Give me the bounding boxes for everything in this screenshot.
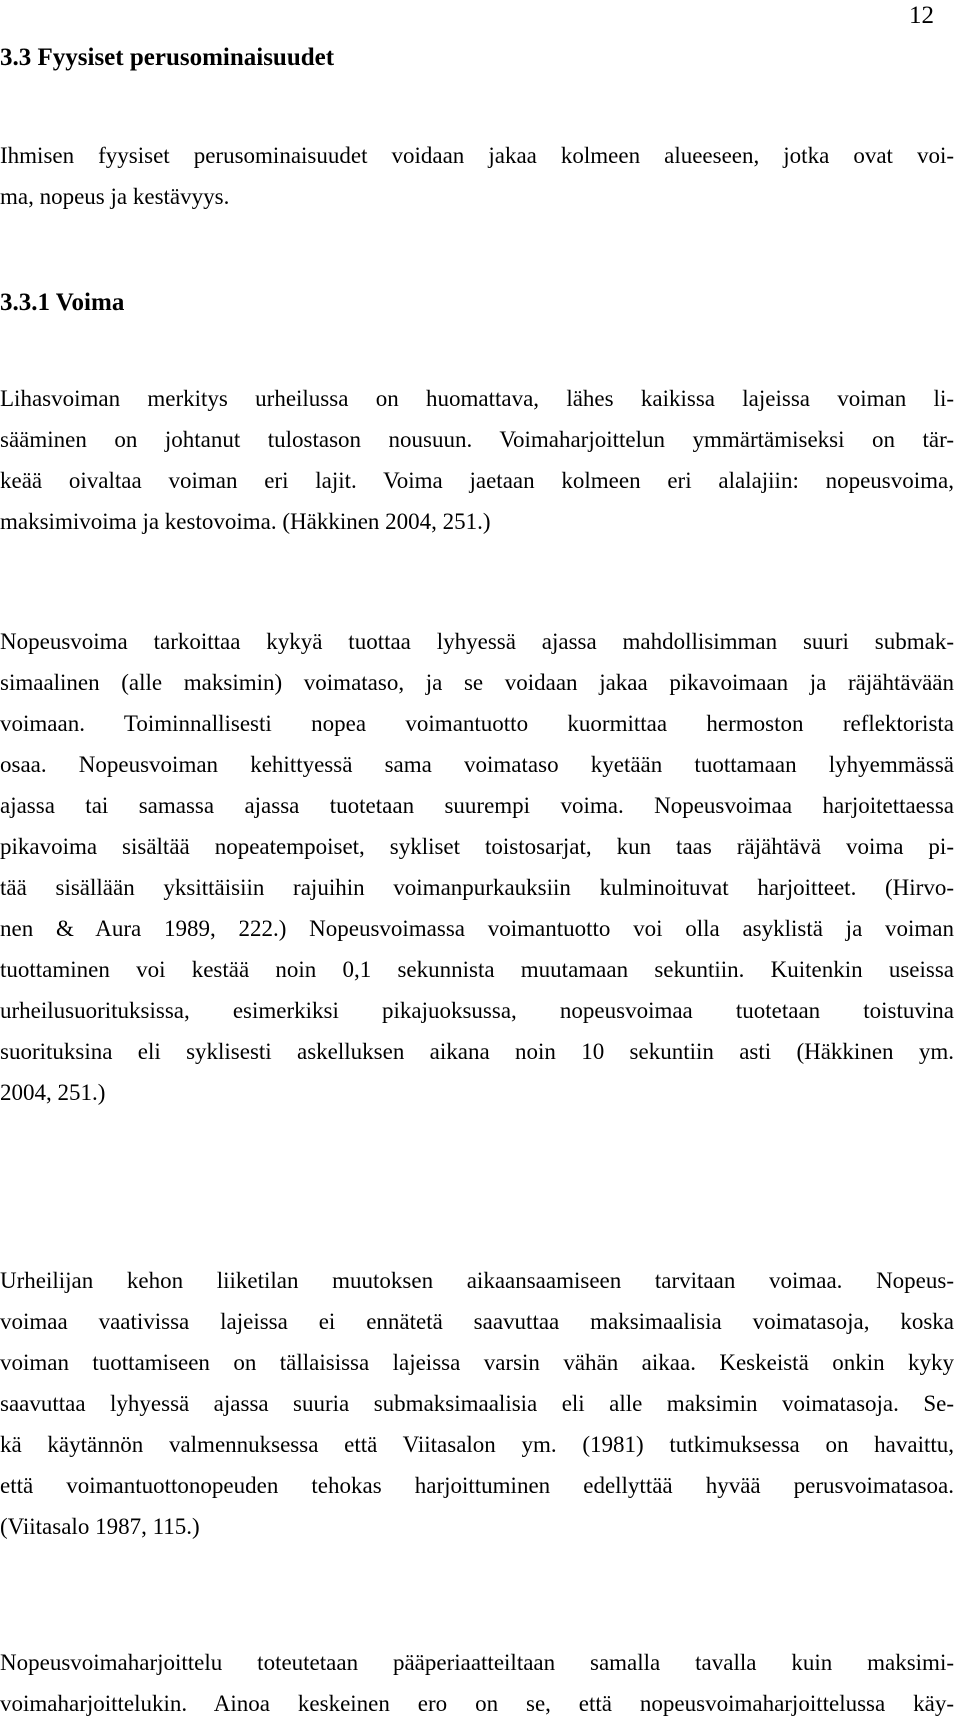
text-line: ma, nopeus ja kestävyys.	[0, 184, 230, 209]
text-line: Nopeusvoimaharjoittelu toteutetaan pääperiaatteiltaan samalla tavalla kuin maksimi-	[0, 1650, 954, 1675]
text-line: urheilusuorituksissa, esimerkiksi pikajuoksussa, nopeusvoimaa tuotetaan toistuvina	[0, 998, 954, 1023]
paragraph-nopeusvoima	[0, 621, 954, 1113]
paragraph-lihasvoima	[0, 378, 954, 542]
text-line: osaa. Nopeusvoiman kehittyessä sama voimataso kyetään tuottamaan lyhyemmässä	[0, 752, 954, 777]
text-line: Nopeusvoima tarkoittaa kykyä tuottaa lyhyessä ajassa mahdollisimman suuri submak-	[0, 629, 954, 654]
text-line: voimaharjoittelukin. Ainoa keskeinen ero on se, että nopeusvoimaharjoittelussa käy-	[0, 1691, 954, 1716]
paragraph-harjoittelu	[0, 1642, 954, 1724]
text-line: tää sisällään yksittäisiin rajuihin voimanpurkauksiin kulminoituvat harjoitteet. (Hirvo-	[0, 875, 954, 900]
text-line: suorituksina eli syklisesti askelluksen aikana noin 10 sekuntiin asti (Häkkinen ym.	[0, 1039, 954, 1064]
intro-paragraph	[0, 135, 954, 217]
text-line: simaalinen (alle maksimin) voimataso, ja se voidaan jakaa pikavoimaan ja räjähtävään	[0, 670, 954, 695]
subsection-heading: 3.3.1 Voima	[0, 289, 125, 316]
text-line: sääminen on johtanut tulostason nousuun. Voimaharjoittelun ymmärtämiseksi on tär-	[0, 427, 954, 452]
text-line: että voimantuottonopeuden tehokas harjoittuminen edellyttää hyvää perusvoimatasoa.	[0, 1473, 954, 1498]
text-line: saavuttaa lyhyessä ajassa suuria submaksimaalisia eli alle maksimin voimatasoja. Se-	[0, 1391, 954, 1416]
section-heading: 3.3 Fyysiset perusominaisuudet	[0, 44, 335, 71]
text-line: Lihasvoiman merkitys urheilussa on huomattava, lähes kaikissa lajeissa voiman li-	[0, 386, 954, 411]
text-line: Urheilijan kehon liiketilan muutoksen aikaansaamiseen tarvitaan voimaa. Nopeus-	[0, 1268, 954, 1293]
text-line: pikavoima sisältää nopeatempoiset, sykliset toistosarjat, kun taas räjähtävä voima pi-	[0, 834, 954, 859]
text-line: ajassa tai samassa ajassa tuotetaan suurempi voima. Nopeusvoimaa harjoitettaessa	[0, 793, 954, 818]
paragraph-liiketila	[0, 1260, 954, 1547]
text-line: keää oivaltaa voiman eri lajit. Voima jaetaan kolmeen eri alalajiin: nopeusvoima,	[0, 468, 954, 493]
text-line: Ihmisen fyysiset perusominaisuudet voidaan jakaa kolmeen alueeseen, jotka ovat voi-	[0, 143, 954, 168]
text-line: 2004, 251.)	[0, 1080, 106, 1105]
text-line: (Viitasalo 1987, 115.)	[0, 1514, 200, 1539]
text-line: voiman tuottamiseen on tällaisissa lajeissa varsin vähän aikaa. Keskeistä onkin kyky	[0, 1350, 954, 1375]
text-line: voimaan. Toiminnallisesti nopea voimantuotto kuormittaa hermoston reflektorista	[0, 711, 954, 736]
page-number: 12	[909, 2, 934, 29]
text-line: nen & Aura 1989, 222.) Nopeusvoimassa voimantuotto voi olla asyklistä ja voiman	[0, 916, 954, 941]
text-line: tuottaminen voi kestää noin 0,1 sekunnista muutamaan sekuntiin. Kuitenkin useissa	[0, 957, 954, 982]
text-line: kä käytännön valmennuksessa että Viitasalon ym. (1981) tutkimuksessa on havaittu,	[0, 1432, 954, 1457]
text-line: maksimivoima ja kestovoima. (Häkkinen 2004, 251.)	[0, 509, 491, 534]
text-line: voimaa vaativissa lajeissa ei ennätetä saavuttaa maksimaalisia voimatasoja, koska	[0, 1309, 954, 1334]
